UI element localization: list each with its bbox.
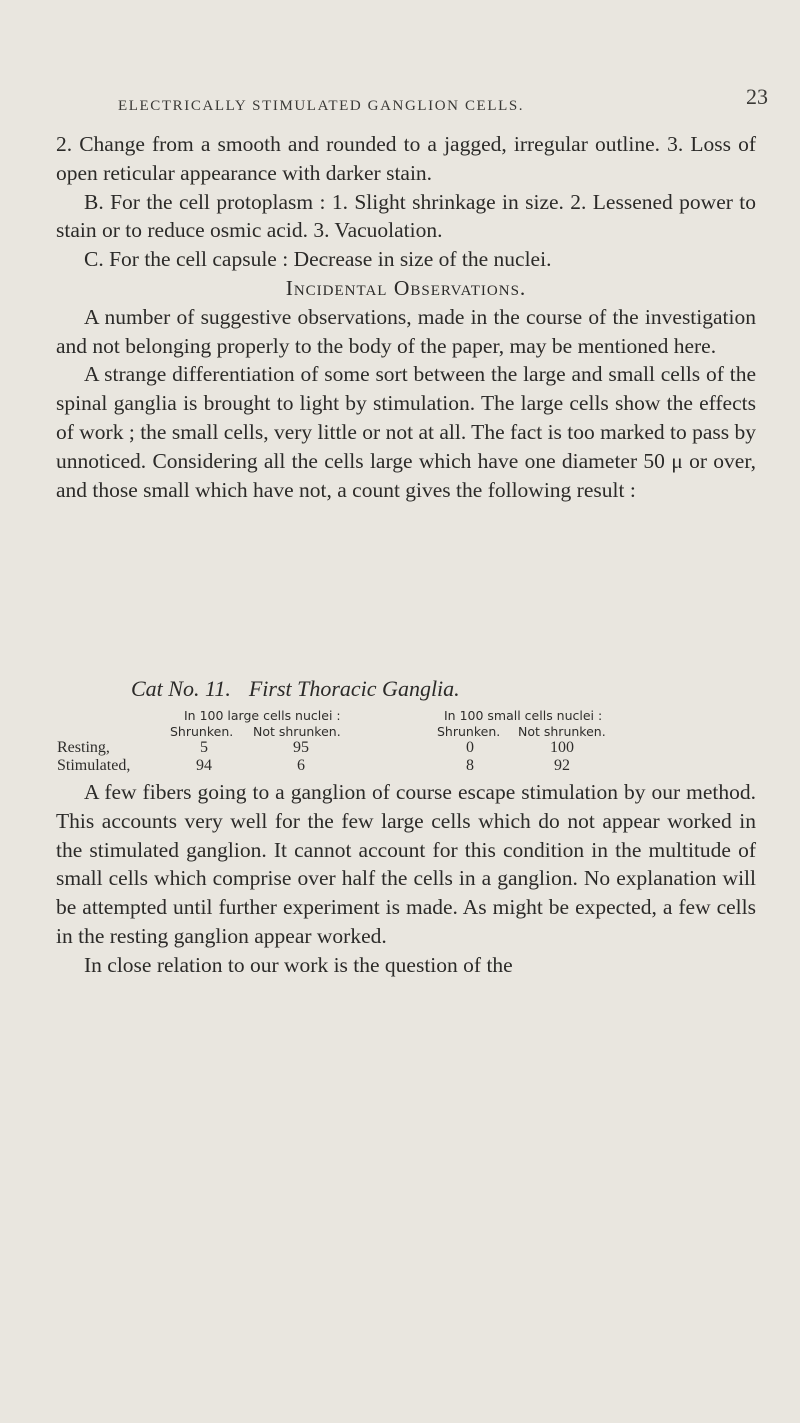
section-heading: Incidental Observations. xyxy=(285,275,527,300)
paragraph: In close relation to our work is the question of the xyxy=(84,952,513,977)
row-label: Stimulated, xyxy=(57,757,131,774)
table-cell: 6 xyxy=(297,757,305,774)
paragraph: A number of suggestive observations, made in the course of the investigation and not belonging properly to the body of the paper, may be mentioned here. xyxy=(56,304,756,358)
page-number: 23 xyxy=(746,84,768,109)
column-header: Not shrunken. xyxy=(518,724,606,739)
table-cell: 92 xyxy=(554,757,570,774)
table-cell: 0 xyxy=(466,739,474,756)
body-text-top xyxy=(56,130,756,504)
running-head: ELECTRICALLY STIMULATED GANGLION CELLS. xyxy=(118,98,525,114)
row-label: Resting, xyxy=(57,739,110,756)
table-caption xyxy=(131,676,460,702)
paragraph: B. For the cell protoplasm : 1. Slight shrinkage in size. 2. Lessened power to stain or to reduce osmic acid. 3. Vacuolation. xyxy=(56,189,756,243)
paragraph: A few fibers going to a ganglion of course escape stimulation by our method. This accounts very well for the few large cells which do not appear worked in the stimulated ganglion. It cannot account for this condition in the multitude of small cells which comprise over half the cells in a ganglion. No explanation will be attempted until further experiment is made. As might be expected, a few cells in the resting ganglion appear worked. xyxy=(56,780,756,948)
paragraph: C. For the cell capsule : Decrease in size of the nuclei. xyxy=(84,247,552,272)
paragraph: 2. Change from a smooth and rounded to a jagged, irregular outline. 3. Loss of open reticular appearance with darker stain. xyxy=(56,132,756,185)
body-text-bottom xyxy=(56,778,756,980)
table-cell: 8 xyxy=(466,757,474,774)
table-cell: 95 xyxy=(293,739,309,756)
table-cell: 94 xyxy=(196,757,212,774)
table-cell: 5 xyxy=(200,739,208,756)
group-header-large: In 100 large cells nuclei : xyxy=(184,708,341,723)
column-header: Not shrunken. xyxy=(253,724,341,739)
caption-right: First Thoracic Ganglia. xyxy=(248,676,460,701)
column-header: Shrunken. xyxy=(170,724,234,739)
caption-left: Cat No. 11. xyxy=(131,676,231,701)
table-cell: 100 xyxy=(550,739,574,756)
column-header: Shrunken. xyxy=(437,724,501,739)
paragraph: A strange differentiation of some sort between the large and small cells of the spinal ganglia is brought to light by stimulation. The large cells show the effects of work ; the small cells, very little or not at all. The fact is too marked to pass by unnoticed. Considering all the cells large which have one diameter 50 μ or over, and those small which have not, a count gives the following result : xyxy=(56,362,756,502)
group-header-small: In 100 small cells nuclei : xyxy=(444,708,603,723)
